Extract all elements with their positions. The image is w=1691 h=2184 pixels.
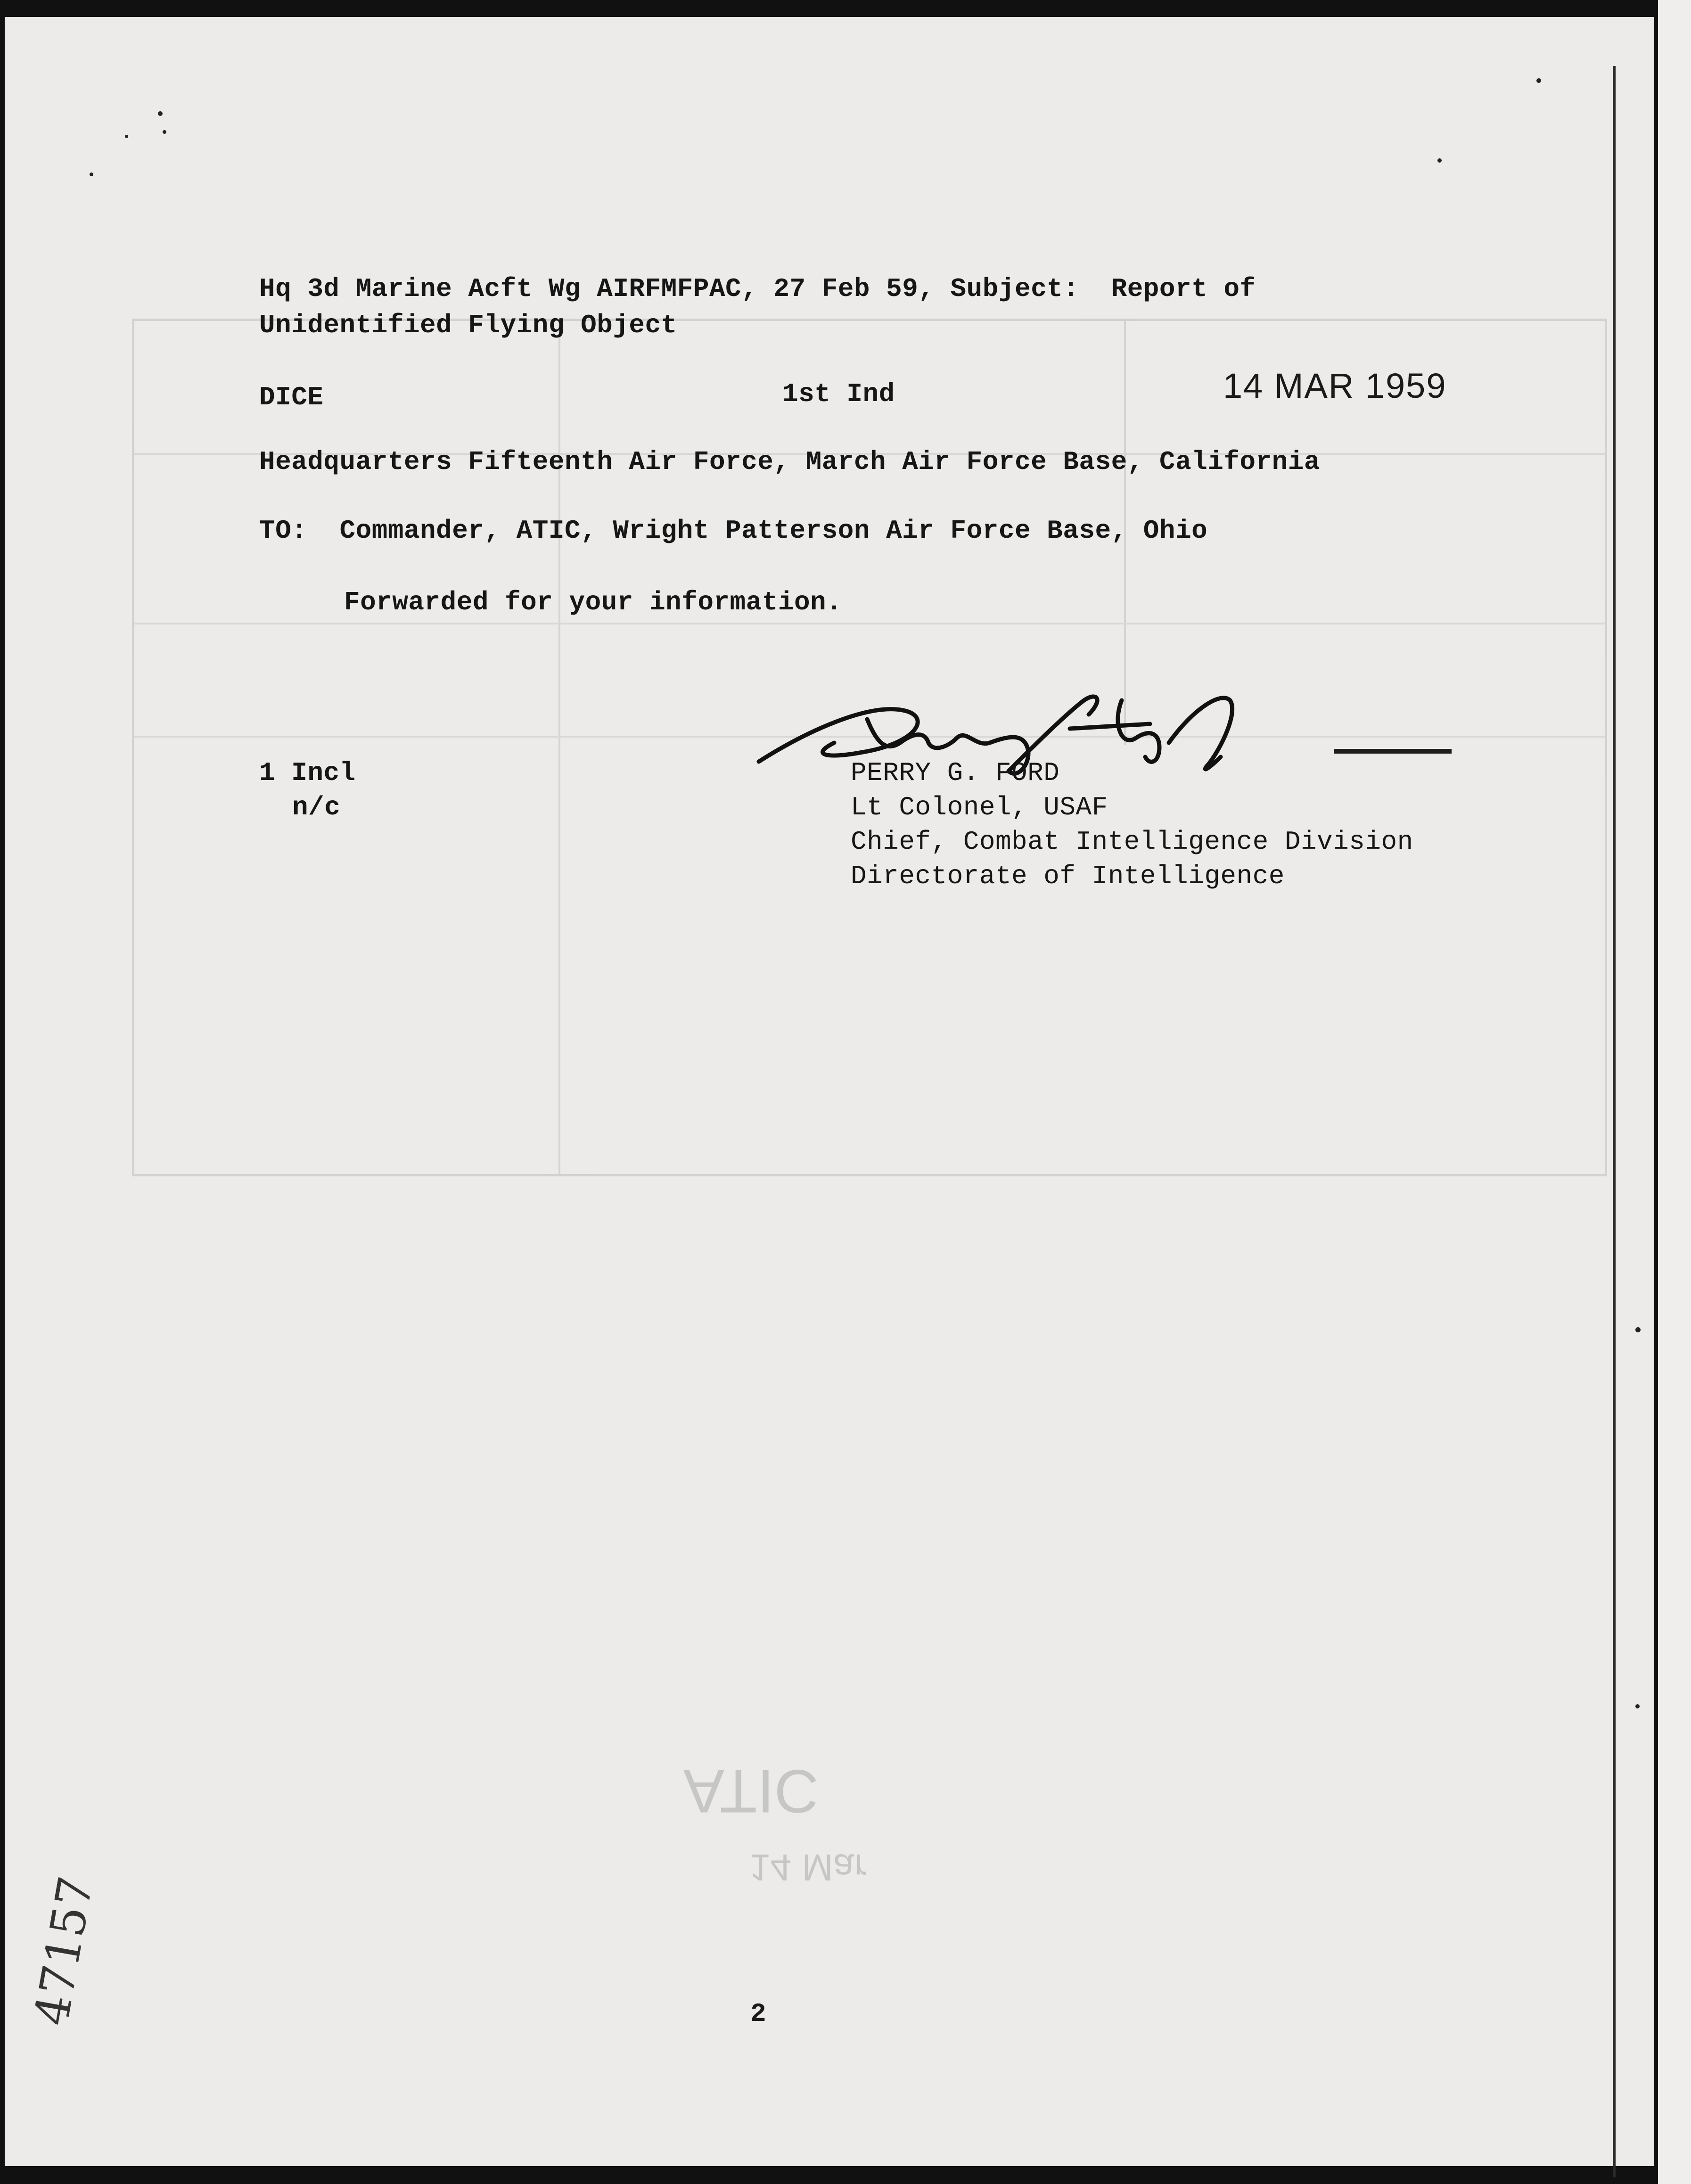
body-text: Forwarded for your information. xyxy=(344,587,843,617)
dash-mark xyxy=(1334,749,1452,754)
from-line: Headquarters Fifteenth Air Force, March Air Force Base, California xyxy=(259,447,1320,477)
header-line-1: Hq 3d Marine Acft Wg AIRFMFPAC, 27 Feb 59, Subject: Report of xyxy=(259,274,1256,304)
office-symbol: DICE xyxy=(259,382,324,412)
signer-directorate: Directorate of Intelligence xyxy=(851,861,1285,891)
page-number: 2 xyxy=(750,1999,766,2029)
signer-rank: Lt Colonel, USAF xyxy=(851,792,1108,822)
margin-note: 47157 xyxy=(24,1872,104,2030)
to-line: TO: Commander, ATIC, Wright Patterson Air Force Base, Ohio xyxy=(259,516,1208,546)
enclosure-line-2: n/c xyxy=(292,792,341,822)
scan-edge xyxy=(1658,0,1691,2184)
signer-title: Chief, Combat Intelligence Division xyxy=(851,827,1413,857)
header-line-2: Unidentified Flying Object xyxy=(259,310,677,340)
scan-border-line xyxy=(1613,66,1616,2177)
faint-stamp-line-1: ATIC xyxy=(683,1757,819,1826)
document-page xyxy=(5,17,1654,2166)
indorsement-number: 1st Ind xyxy=(782,379,895,409)
date-stamp: 14 MAR 1959 xyxy=(1223,366,1447,405)
signer-name: PERRY G. FORD xyxy=(851,758,1060,788)
faint-stamp-line-2: 14 Mar xyxy=(749,1847,867,1888)
enclosure-line-1: 1 Incl xyxy=(259,758,356,788)
